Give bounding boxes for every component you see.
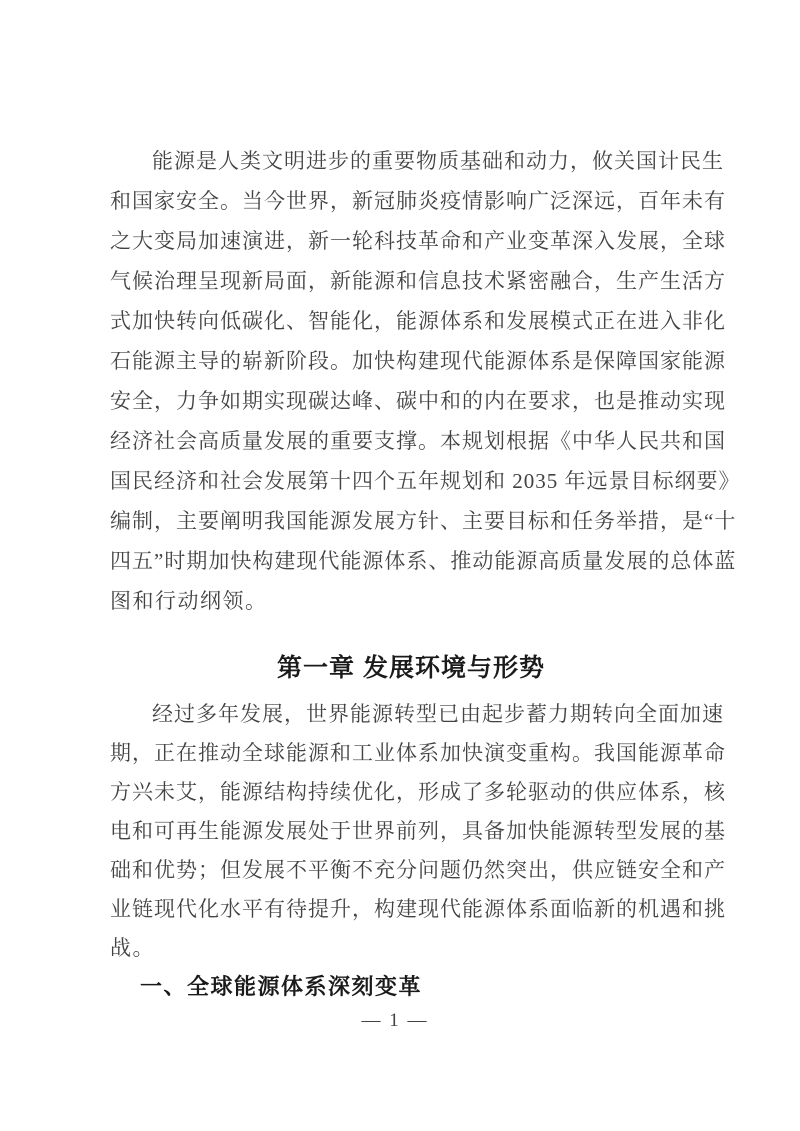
section-heading: 一、全球能源体系深刻变革 (140, 974, 423, 999)
text-line: 石能源主导的崭新阶段。加快构建现代能源体系是保障国家能源 (110, 349, 726, 373)
text-line: 方兴未艾，能源结构持续优化，形成了多轮驱动的供应体系，核 (110, 780, 726, 804)
text-line: 战。 (110, 936, 155, 960)
text-line: 业链现代化水平有待提升，构建现代能源体系面临新的机遇和挑 (110, 897, 726, 921)
text-line: 编制，主要阐明我国能源发展方针、主要目标和任务举措，是“十 (110, 509, 737, 533)
text-line: 国民经济和社会发展第十四个五年规划和 2035 年远景目标纲要》 (110, 469, 741, 493)
text-line: 经过多年发展，世界能源转型已由起步蓄力期转向全面加速 (152, 702, 724, 726)
chapter-heading: 第一章 发展环境与形势 (277, 654, 545, 682)
chapter-paragraph (110, 695, 726, 968)
intro-paragraph (110, 141, 741, 621)
text-line: 础和优势；但发展不平衡不充分问题仍然突出，供应链安全和产 (110, 858, 726, 882)
text-line: 经济社会高质量发展的重要支撑。本规划根据《中华人民共和国 (110, 429, 726, 453)
text-line: 和国家安全。当今世界，新冠肺炎疫情影响广泛深远，百年未有 (110, 189, 726, 213)
page-number: — 1 — (361, 1010, 429, 1031)
text-line: 电和可再生能源发展处于世界前列，具备加快能源转型发展的基 (110, 819, 726, 843)
text-line: 气候治理呈现新局面，新能源和信息技术紧密融合，生产生活方 (110, 269, 726, 293)
text-line: 式加快转向低碳化、智能化，能源体系和发展模式正在进入非化 (110, 309, 726, 333)
text-line: 四五”时期加快构建现代能源体系、推动能源高质量发展的总体蓝 (110, 549, 737, 573)
text-line: 之大变局加速演进，新一轮科技革命和产业变革深入发展，全球 (110, 229, 726, 253)
text-line: 能源是人类文明进步的重要物质基础和动力，攸关国计民生 (152, 149, 724, 173)
text-line: 安全，力争如期实现碳达峰、碳中和的内在要求，也是推动实现 (110, 389, 726, 413)
text-line: 图和行动纲领。 (110, 589, 268, 613)
text-line: 期，正在推动全球能源和工业体系加快演变重构。我国能源革命 (110, 741, 726, 765)
